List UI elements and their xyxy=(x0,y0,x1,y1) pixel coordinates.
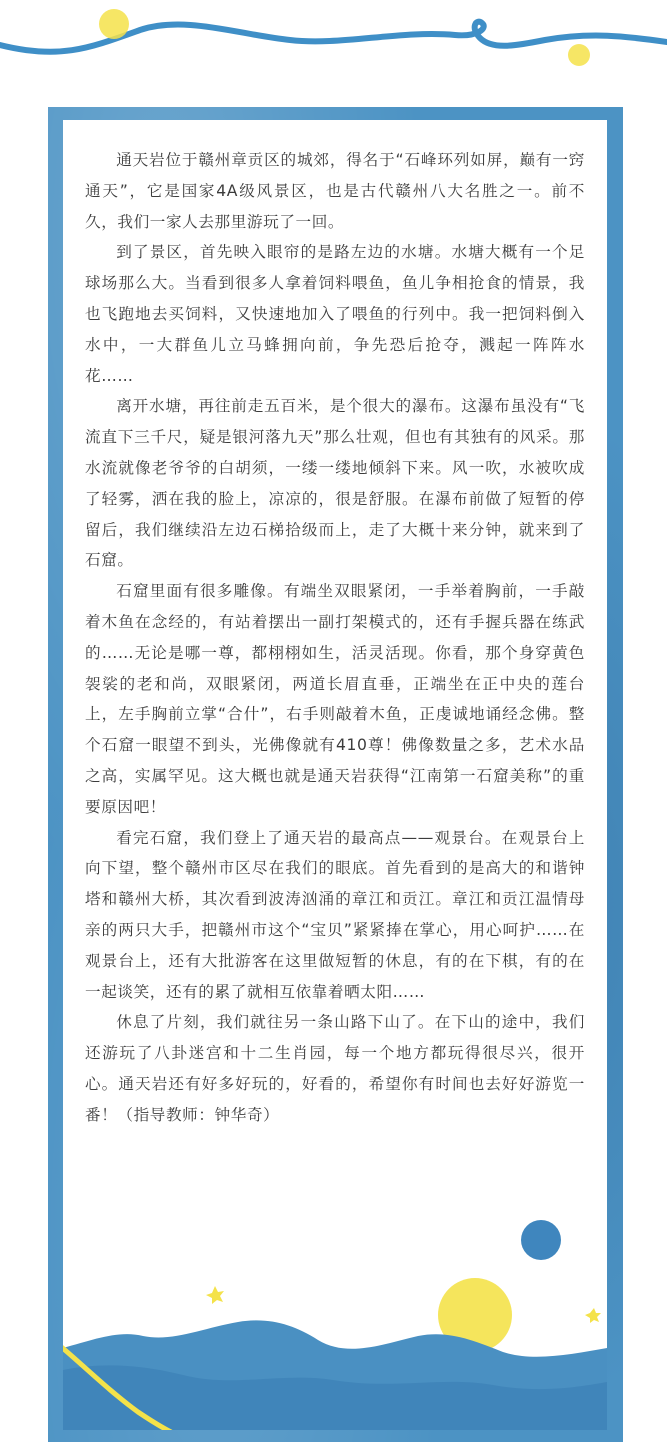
article-body xyxy=(85,145,585,1131)
paragraph: 到了景区，首先映入眼帘的是路左边的水塘。水塘大概有一个足球场那么大。当看到很多人拿着饲料喂鱼，鱼儿争相抢食的情景，我也飞跑地去买饲料，又快速地加入了喂鱼的行列中。我一把饲料倒入水中，一大群鱼儿立马蜂拥向前，争先恐后抢夺，溅起一阵阵水花…… xyxy=(85,243,585,385)
bottom-hills-decoration xyxy=(63,1190,607,1430)
paper-panel xyxy=(63,120,607,1430)
paragraph: 石窟里面有很多雕像。有端坐双眼紧闭，一手举着胸前，一手敲着木鱼在念经的，有站着摆出一副打架模式的，还有手握兵器在练武的……无论是哪一尊，都栩栩如生，活灵活现。你看，那个身穿黄色袈裟的老和尚，双眼紧闭，两道长眉直垂，正端坐在正中央的莲台上，左手胸前立掌“合什”，右手则敲着木鱼，正虔诚地诵经念佛。整个石窟一眼望不到头，光佛像就有410尊！佛像数量之多，艺术水品之高，实属罕见。这大概也就是通天岩获得“江南第一石窟美称”的重要原因吧！ xyxy=(85,582,585,816)
paragraph: 通天岩位于赣州章贡区的城郊，得名于“石峰环列如屏，巅有一窍通天”，它是国家4A级风景区，也是古代赣州八大名胜之一。前不久，我们一家人去那里游玩了一回。 xyxy=(85,151,585,231)
yellow-star-icon xyxy=(585,1308,601,1323)
paragraph: 看完石窟，我们登上了通天岩的最高点——观景台。在观景台上向下望，整个赣州市区尽在我们的眼底。首先看到的是高大的和谐钟塔和赣州大桥，其次看到波涛汹涌的章江和贡江。章江和贡江温情母亲的两只大手，把赣州市这个“宝贝”紧紧捧在掌心，用心呵护……在观景台上，还有大批游客在这里做短暂的休息，有的在下棋，有的在一起谈笑，还有的累了就相互依靠着晒太阳…… xyxy=(85,828,585,1001)
paragraph: 离开水塘，再往前走五百米，是个很大的瀑布。这瀑布虽没有“飞流直下三千尺，疑是银河落九天”那么壮观，但也有其独有的风采。那水流就像老爷爷的白胡须，一缕一缕地倾斜下来。风一吹，水被吹成了轻雾，洒在我的脸上，凉凉的，很是舒服。在瀑布前做了短暂的停留后，我们继续沿左边石梯拾级而上，走了大概十来分钟，就来到了石窟。 xyxy=(85,397,585,570)
paragraph: 休息了片刻，我们就往另一条山路下山了。在下山的途中，我们还游玩了八卦迷宫和十二生肖园，每一个地方都玩得很尽兴，很开心。通天岩还有好多好玩的，好看的，希望你有时间也去好好游览一番！（指导教师：钟华奇） xyxy=(85,1013,585,1124)
yellow-dot-right xyxy=(568,44,590,66)
blue-frame xyxy=(48,107,623,1442)
yellow-star-icon xyxy=(206,1286,224,1304)
blue-sun-icon xyxy=(521,1220,561,1260)
yellow-dot-left xyxy=(99,9,129,39)
top-wave-decoration xyxy=(0,0,667,90)
